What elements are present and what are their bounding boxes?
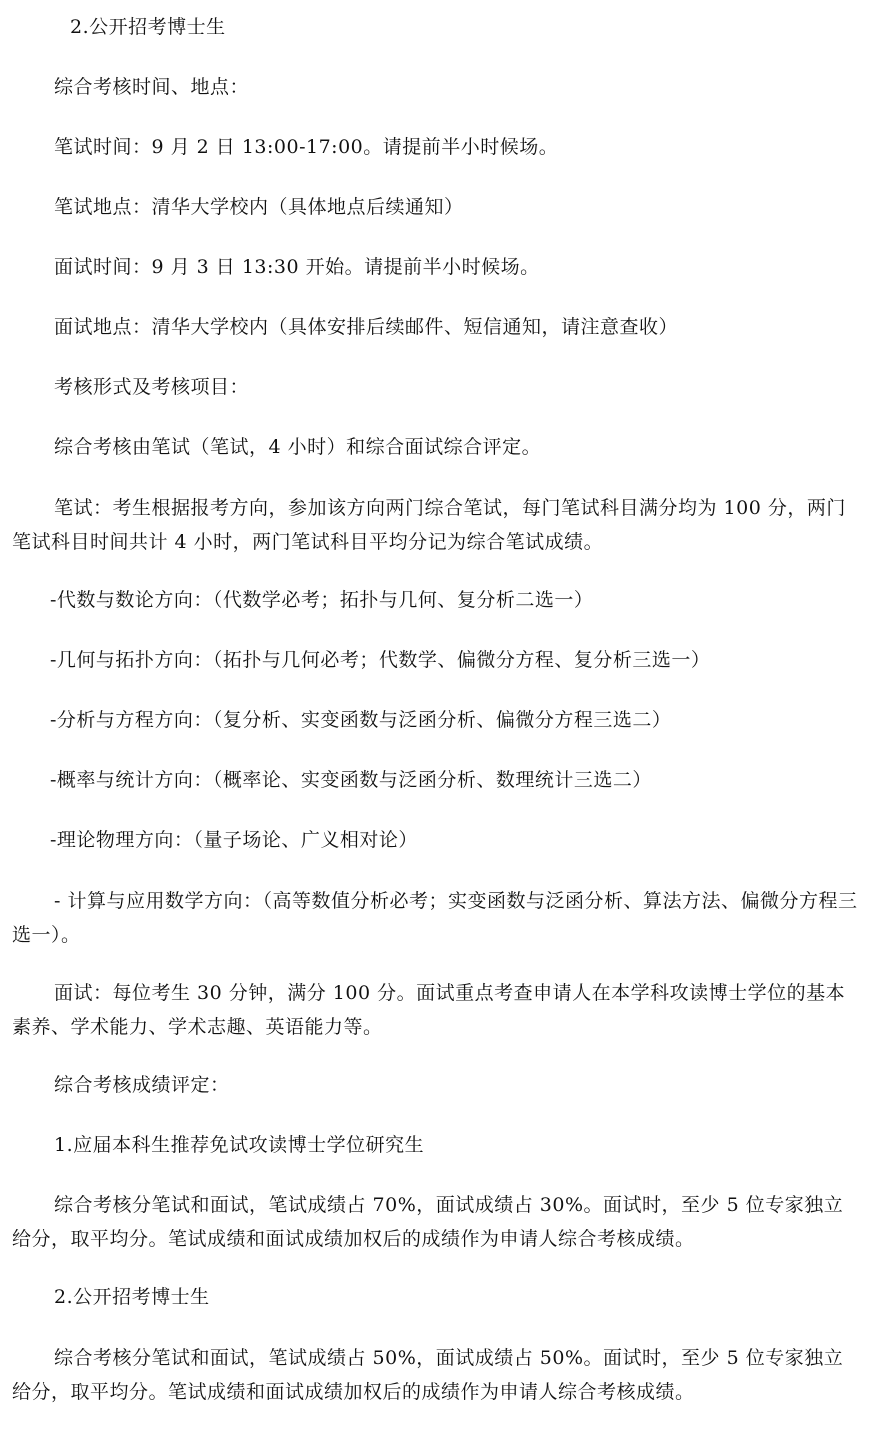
direction-probability: -概率与统计方向：（概率论、实变函数与泛函分析、数理统计三选二） bbox=[50, 769, 652, 791]
heading-exam-format: 考核形式及考核项目： bbox=[54, 376, 250, 398]
direction-geometry: -几何与拓扑方向：（拓扑与几何必考；代数学、偏微分方程、复分析三选一） bbox=[50, 649, 711, 671]
section-heading-public-exam: 2.公开招考博士生 bbox=[70, 16, 226, 38]
direction-analysis: -分析与方程方向：（复分析、实变函数与泛函分析、偏微分方程三选二） bbox=[50, 709, 672, 731]
written-exam-place: 笔试地点：清华大学校内（具体地点后续通知） bbox=[54, 196, 464, 218]
heading-exam-time-place: 综合考核时间、地点： bbox=[54, 76, 250, 98]
written-exam-description: 笔试：考生根据报考方向，参加该方向两门综合笔试，每门笔试科目满分均为 100 分，两门笔试科目时间共计 4 小时，两门笔试科目平均分记为综合笔试成绩。 bbox=[12, 497, 846, 553]
interview-description: 面试：每位考生 30 分钟，满分 100 分。面试重点考查申请人在本学科攻读博士学位的基本素养、学术能力、学术志趣、英语能力等。 bbox=[12, 982, 846, 1038]
direction-algebra: -代数与数论方向：（代数学必考；拓扑与几何、复分析二选一） bbox=[50, 589, 594, 611]
subheading-recommended-students: 1.应届本科生推荐免试攻读博士学位研究生 bbox=[54, 1134, 425, 1156]
direction-physics: -理论物理方向：（量子场论、广义相对论） bbox=[50, 829, 418, 851]
written-exam-time: 笔试时间：9 月 2 日 13:00-17:00。请提前半小时候场。 bbox=[54, 136, 559, 158]
direction-computational: - 计算与应用数学方向：（高等数值分析必考；实变函数与泛函分析、算法方法、偏微分方程三选一）。 bbox=[12, 890, 858, 946]
interview-time: 面试时间：9 月 3 日 13:30 开始。请提前半小时候场。 bbox=[54, 256, 540, 278]
exam-format-summary: 综合考核由笔试（笔试，4 小时）和综合面试综合评定。 bbox=[54, 436, 542, 458]
heading-score-evaluation: 综合考核成绩评定： bbox=[54, 1074, 230, 1096]
score-rule-recommended: 综合考核分笔试和面试，笔试成绩占 70%，面试成绩占 30%。面试时，至少 5 位专家独立给分，取平均分。笔试成绩和面试成绩加权后的成绩作为申请人综合考核成绩。 bbox=[12, 1194, 844, 1250]
score-rule-public-exam: 综合考核分笔试和面试，笔试成绩占 50%，面试成绩占 50%。面试时，至少 5 位专家独立给分，取平均分。笔试成绩和面试成绩加权后的成绩作为申请人综合考核成绩。 bbox=[12, 1347, 844, 1403]
interview-place: 面试地点：清华大学校内（具体安排后续邮件、短信通知，请注意查收） bbox=[54, 316, 679, 338]
subheading-public-exam: 2.公开招考博士生 bbox=[54, 1286, 210, 1308]
